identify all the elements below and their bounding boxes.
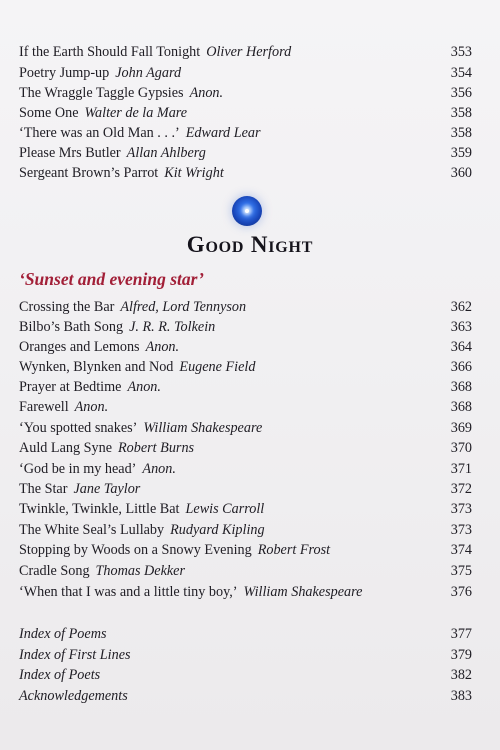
toc-entry <box>19 42 472 62</box>
toc-entry <box>19 297 472 317</box>
page-number: 376 <box>450 584 472 600</box>
page-number: 363 <box>450 319 472 335</box>
page-number: 358 <box>450 125 472 141</box>
page-number: 379 <box>450 647 472 663</box>
index-entry <box>19 624 472 644</box>
toc-entry <box>19 582 472 602</box>
poem-title: The Wraggle Taggle Gypsies <box>19 85 184 101</box>
page-number: 359 <box>450 145 472 161</box>
toc-entry <box>19 143 472 163</box>
poem-title: Twinkle, Twinkle, Little Bat <box>19 501 180 517</box>
poem-author: Anon. <box>127 379 161 395</box>
page-number: 373 <box>450 501 472 517</box>
poem-title: Farewell <box>19 399 69 415</box>
index-entry <box>19 645 472 665</box>
page-number: 353 <box>450 44 472 60</box>
poem-title: ‘When that I was and a little tiny boy,’ <box>19 584 238 600</box>
poem-author: Anon. <box>189 85 224 101</box>
toc-entry <box>19 499 472 519</box>
page-number: 374 <box>450 542 472 558</box>
page-number: 364 <box>450 339 472 355</box>
toc-entry <box>19 83 472 103</box>
poem-author: J. R. R. Tolkein <box>129 319 216 335</box>
index-title: Index of Poets <box>19 667 101 683</box>
poem-author: Walter de la Mare <box>84 105 188 121</box>
poem-author: Lewis Carroll <box>185 501 265 517</box>
page-number: 370 <box>450 440 472 456</box>
toc-entry <box>19 377 472 397</box>
poem-author: Anon. <box>142 461 176 477</box>
page-number: 356 <box>450 85 472 101</box>
poem-title: Stopping by Woods on a Snowy Evening <box>19 542 252 558</box>
poem-author: William Shakespeare <box>143 420 263 436</box>
toc-entry <box>19 438 472 458</box>
poem-author: Robert Burns <box>118 440 195 456</box>
poem-author: Anon. <box>74 399 109 415</box>
index-title: Acknowledgements <box>19 688 128 704</box>
poem-title: Prayer at Bedtime <box>19 379 122 395</box>
toc-entry <box>19 163 472 183</box>
poem-title: ‘God be in my head’ <box>19 461 137 477</box>
page-number: 368 <box>450 399 472 415</box>
toc-entry <box>19 540 472 560</box>
page-number: 373 <box>450 522 472 538</box>
poem-author: Edward Lear <box>185 125 261 141</box>
toc-entry <box>19 337 472 357</box>
toc-entry <box>19 123 472 143</box>
index-entry <box>19 665 472 685</box>
page-number: 375 <box>450 563 472 579</box>
poem-author: Oliver Herford <box>206 44 292 60</box>
poem-title: ‘There was an Old Man . . .’ <box>19 125 180 141</box>
page-number: 369 <box>450 420 472 436</box>
poem-title: Please Mrs Butler <box>19 145 121 161</box>
toc-entry <box>19 459 472 479</box>
poem-title: Oranges and Lemons <box>19 339 140 355</box>
toc-entry <box>19 397 472 417</box>
page-number: 358 <box>450 105 472 121</box>
poem-title: Auld Lang Syne <box>19 440 112 456</box>
poem-author: William Shakespeare <box>243 584 363 600</box>
poem-title: Some One <box>19 105 79 121</box>
section-title: Good Night <box>186 232 314 257</box>
page-number: 360 <box>450 165 472 181</box>
toc-entry <box>19 418 472 438</box>
poem-author: Alfred, Lord Tennyson <box>120 299 247 315</box>
poem-author: Rudyard Kipling <box>170 522 265 538</box>
toc-entry <box>19 357 472 377</box>
index-title: Index of Poems <box>19 626 107 642</box>
page-number: 383 <box>450 688 472 704</box>
poem-title: If the Earth Should Fall Tonight <box>19 44 201 60</box>
page-number: 377 <box>450 626 472 642</box>
toc-entry <box>19 520 472 540</box>
page-number: 372 <box>450 481 472 497</box>
poem-title: Sergeant Brown’s Parrot <box>19 165 159 181</box>
poem-title: The Star <box>19 481 68 497</box>
toc-entry <box>19 479 472 499</box>
page-number: 371 <box>450 461 472 477</box>
index-entry <box>19 686 472 706</box>
toc-entry <box>19 63 472 83</box>
page-number: 382 <box>450 667 472 683</box>
poem-author: Jane Taylor <box>73 481 141 497</box>
toc-entry <box>19 103 472 123</box>
poem-author: Eugene Field <box>179 359 256 375</box>
star-badge-icon <box>232 196 262 226</box>
page-number: 366 <box>450 359 472 375</box>
poem-title: ‘You spotted snakes’ <box>19 420 138 436</box>
poem-title: The White Seal’s Lullaby <box>19 522 165 538</box>
poem-title: Cradle Song <box>19 563 90 579</box>
poem-author: Thomas Dekker <box>95 563 185 579</box>
poem-author: Allan Ahlberg <box>126 145 206 161</box>
poem-author: Anon. <box>145 339 180 355</box>
index-title: Index of First Lines <box>19 647 131 663</box>
page-number: 354 <box>450 65 472 81</box>
section-subheading: ‘Sunset and evening star’ <box>19 269 204 289</box>
poem-author: Kit Wright <box>164 165 224 181</box>
poem-title: Bilbo’s Bath Song <box>19 319 124 335</box>
page-number: 362 <box>450 299 472 315</box>
poem-title: Wynken, Blynken and Nod <box>19 359 174 375</box>
poem-title: Poetry Jump-up <box>19 65 110 81</box>
poem-author: John Agard <box>115 65 182 81</box>
poem-author: Robert Frost <box>257 542 331 558</box>
toc-entry <box>19 561 472 581</box>
page-number: 368 <box>450 379 472 395</box>
toc-entry <box>19 317 472 337</box>
poem-title: Crossing the Bar <box>19 299 115 315</box>
